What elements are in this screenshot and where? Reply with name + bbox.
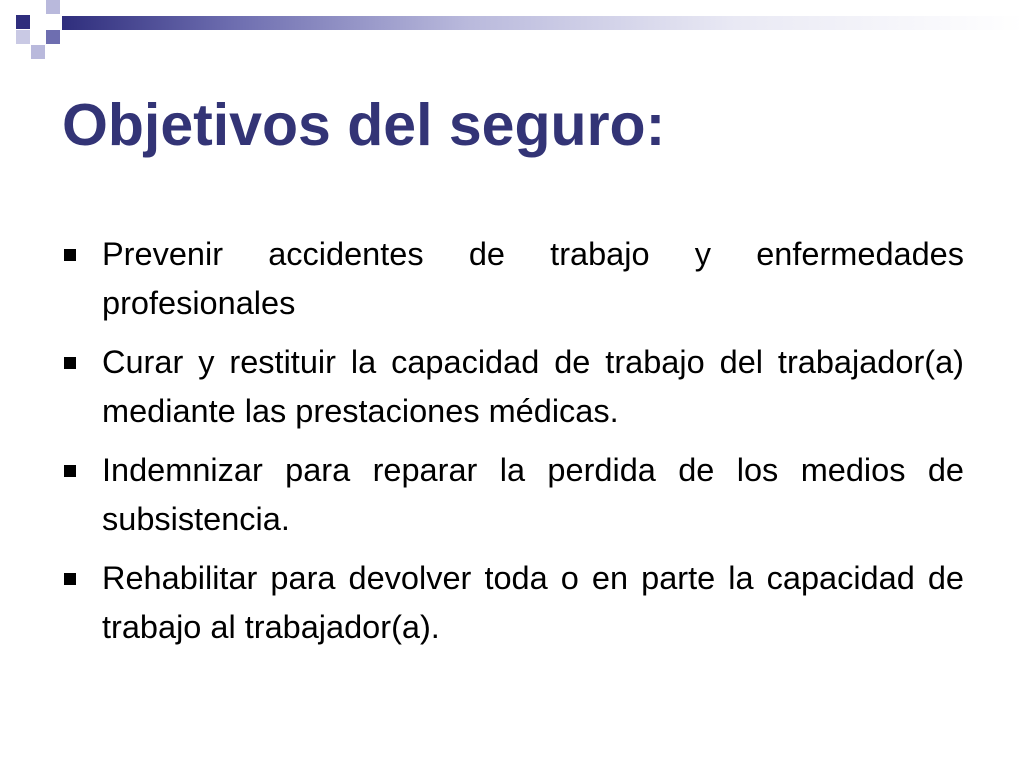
deco-square-mid xyxy=(16,30,30,44)
square-bullet-icon xyxy=(64,573,76,585)
deco-square-dark xyxy=(16,15,30,29)
list-item xyxy=(62,230,964,327)
deco-square-light xyxy=(46,0,60,14)
slide-title: Objetivos del seguro: xyxy=(62,92,666,158)
bullet-text: Rehabilitar para devolver toda o en parte la capacidad de trabajo al trabajador(a). xyxy=(102,560,964,645)
list-item xyxy=(62,338,964,435)
deco-square-mid xyxy=(46,30,60,44)
bullet-text: Curar y restituir la capacidad de trabajo del trabajador(a) mediante las prestaciones médicas. xyxy=(102,344,964,429)
bullet-list xyxy=(62,230,964,662)
header-decoration xyxy=(0,0,1024,70)
header-gradient-bar xyxy=(62,16,1024,30)
bullet-text: Prevenir accidentes de trabajo y enfermedades profesionales xyxy=(102,236,964,321)
deco-square-light xyxy=(31,45,45,59)
list-item xyxy=(62,446,964,543)
square-bullet-icon xyxy=(64,465,76,477)
square-bullet-icon xyxy=(64,249,76,261)
square-bullet-icon xyxy=(64,357,76,369)
list-item xyxy=(62,554,964,651)
bullet-text: Indemnizar para reparar la perdida de los medios de subsistencia. xyxy=(102,452,964,537)
